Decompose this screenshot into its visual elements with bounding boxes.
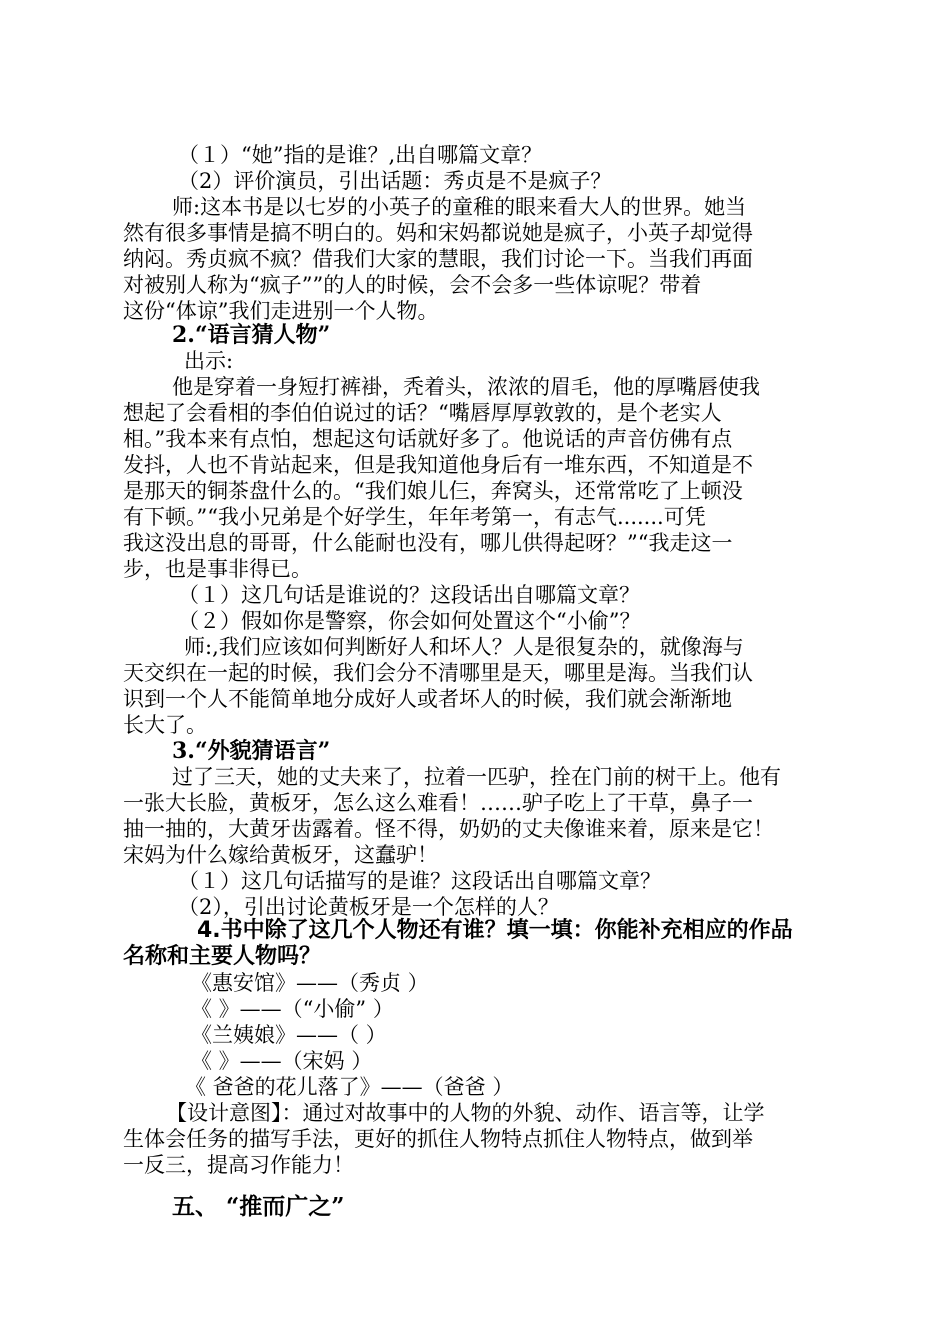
fill-blank-item: 《 爸爸的花儿落了》——（爸爸 ） [185,1075,514,1099]
teacher-paragraph-line: 师:这本书是以七岁的小英子的童稚的眼来看大人的世界。她当 [172,195,747,219]
question-1: （１）这几句话是谁说的？这段话出自哪篇文章？ [178,583,640,607]
section-heading-2: 2.“语言猜人物” [172,322,331,348]
teacher-paragraph-line: 对被别人称为“疯子””的人的时候，会不会多一些体谅呢？带着 [123,273,702,297]
teacher-paragraph-line: 天交织在一起的时候，我们会分不清哪里是天，哪里是海。当我们认 [123,661,753,685]
design-intent-line: 一反三，提高习作能力！ [123,1153,354,1177]
fill-blank-item: 《兰姨娘》——（ ） [191,1023,387,1047]
design-intent-line: 生体会任务的描写手法，更好的抓住人物特点抓住人物特点，做到举 [123,1127,753,1151]
task-4-heading: 4.书中除了这几个人物还有谁？填一填：你能补充相应的作品 [197,918,793,943]
fill-blank-item: 《 》——（“小偷” ） [191,997,394,1021]
question-1: （１）这几句话描写的是谁？这段话出自哪篇文章？ [178,869,661,893]
quote-paragraph-line: 想起了会看相的李伯伯说过的话？“嘴唇厚厚敦敦的，是个老实人 [123,401,722,425]
teacher-paragraph-line: 这份“体谅”我们走进别一个人物。 [123,299,439,323]
quote-paragraph-line: 过了三天，她的丈夫来了，拉着一匹驴，拴在门前的树干上。他有 [172,765,781,789]
quote-paragraph-line: 宋妈为什么嫁给黄板牙，这蠢驴！ [123,843,438,867]
quote-paragraph-line: 他是穿着一身短打裤褂，秃着头，浓浓的眉毛，他的厚嘴唇使我 [172,375,760,399]
fill-blank-item: 《 》——（宋妈 ） [191,1049,373,1073]
quote-paragraph-line: 相。”我本来有点怕，想起这句话就好多了。他说话的声音仿佛有点 [123,427,733,451]
question-2: （2），引出讨论黄板牙是一个怎样的人？ [178,895,559,919]
section-heading-3: 3.“外貌猜语言” [172,738,331,764]
quote-paragraph-line: 有下顿。”“我小兄弟是个好学生，年年考第一，有志气.......可凭 [123,505,706,529]
show-label: 出示: [184,349,234,373]
question-1: （１）“她”指的是谁？,出自哪篇文章？ [178,143,543,167]
quote-paragraph-line: 步，也是事非得已。 [123,557,312,581]
quote-paragraph-line: 抽一抽的，大黄牙齿露着。怪不得，奶奶的丈夫像谁来着，原来是它！ [123,817,774,841]
fill-blank-item: 《惠安馆》——（秀贞 ） [191,971,429,995]
quote-paragraph-line: 发抖，人也不肯站起来，但是我知道他身后有一堆东西，不知道是不 [123,453,753,477]
teacher-paragraph-line: 纳闷。秀贞疯不疯？借我们大家的慧眼，我们讨论一下。当我们再面 [123,247,753,271]
teacher-paragraph-line: 识到一个人不能简单地分成好人或者坏人的时候，我们就会渐渐地 [123,687,732,711]
teacher-paragraph-line: 长大了。 [123,713,207,737]
task-4-heading-cont: 名称和主要人物吗？ [123,944,322,969]
quote-paragraph-line: 是那天的铜茶盘什么的。“我们娘儿仨，奔窝头，还常常吃了上顿没 [123,479,743,503]
question-2: （２）假如你是警察，你会如何处置这个“小偷”？ [178,609,641,633]
quote-paragraph-line: 我这没出息的哥哥，什么能耐也没有，哪儿供得起呀？”“我走这一 [123,531,733,555]
section-heading-5: 五、 “推而广之” [172,1193,345,1220]
teacher-paragraph-line: 师:,我们应该如何判断好人和坏人？人是很复杂的，就像海与 [184,635,744,659]
quote-paragraph-line: 一张大长脸，黄板牙，怎么这么难看！……驴子吃上了干草，鼻子一 [123,791,753,815]
teacher-paragraph-line: 然有很多事情是搞不明白的。妈和宋妈都说她是疯子，小英子却觉得 [123,221,753,245]
question-2: （2）评价演员，引出话题：秀贞是不是疯子？ [178,169,612,193]
design-intent-line: 【设计意图】：通过对故事中的人物的外貌、动作、语言等，让学 [166,1101,765,1125]
